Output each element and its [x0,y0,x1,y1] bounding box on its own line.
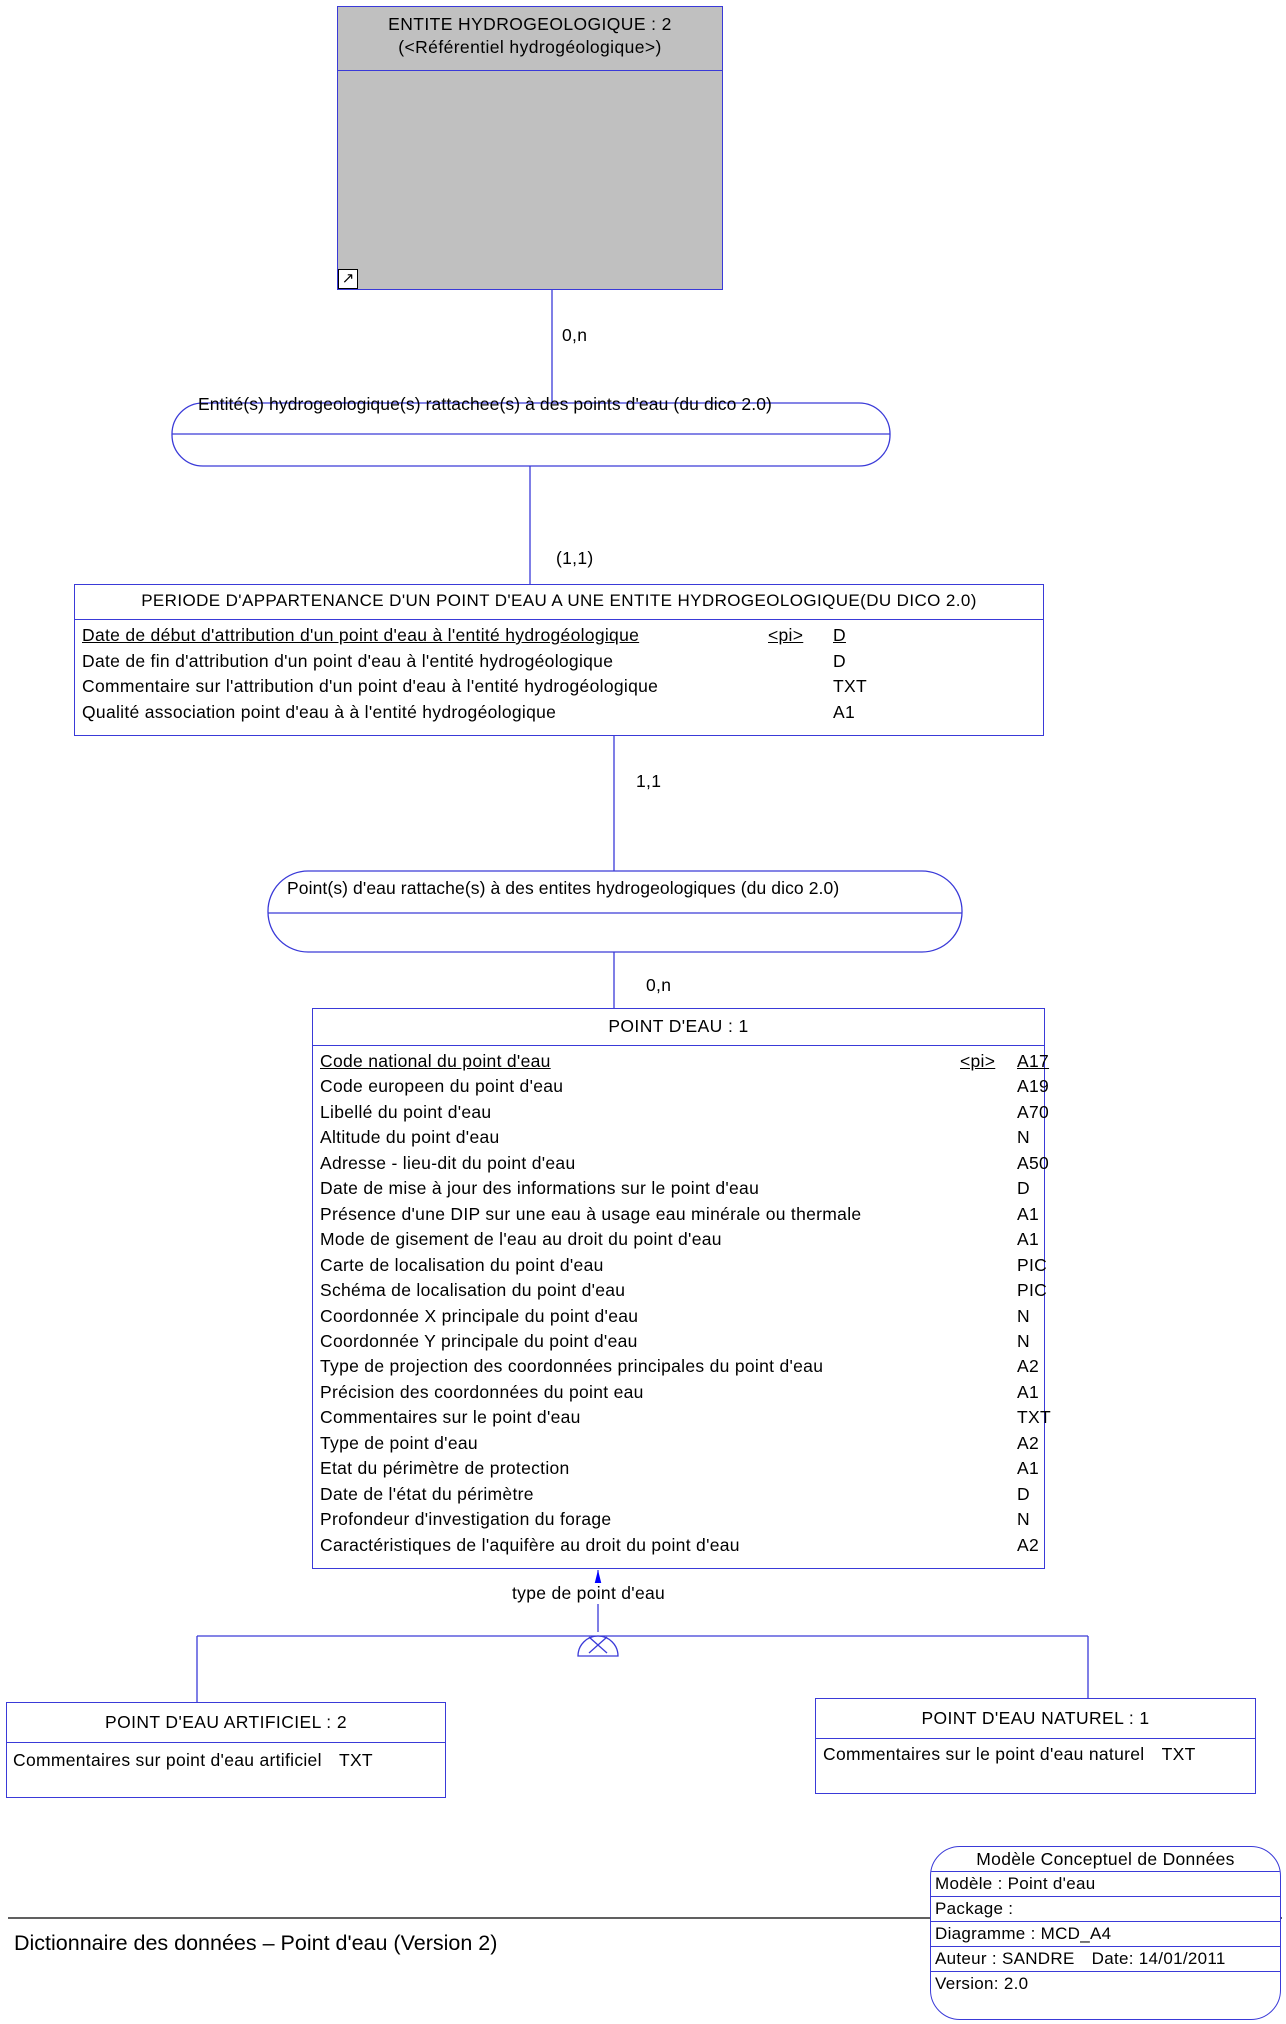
attribute-type: A1 [833,701,856,722]
attribute-name: Présence d'une DIP sur une eau à usage eau minérale ou thermale [320,1203,862,1224]
cartouche [930,1846,1281,2020]
inheritance-label: type de point d'eau [512,1583,666,1603]
association-1-label[interactable]: Entité(s) hydrogeologique(s) rattachee(s) à des points d'eau (du dico 2.0) [198,394,772,414]
attribute-name: Profondeur d'investigation du forage [320,1509,612,1530]
attribute-name: Date de l'état du périmètre [320,1483,534,1504]
cardinality-point: 0,n [646,975,672,995]
cartouche-title: Modèle Conceptuel de Données [931,1847,1280,1872]
attribute-type: A2 [1017,1356,1040,1377]
attribute-type: A2 [1017,1534,1040,1555]
attribute-type: A2 [1017,1432,1040,1453]
attribute-type: A1 [1017,1381,1040,1402]
attribute-type: N [1017,1305,1030,1326]
attribute-name: Date de début d'attribution d'un point d'eau à l'entité hydrogéologique [82,625,640,645]
attribute-name: Commentaires sur le point d'eau naturel [823,1744,1145,1764]
attribute-name: Coordonnée Y principale du point d'eau [320,1330,638,1351]
attribute-type: D [1017,1483,1030,1504]
cartouche-date: Date: 14/01/2011 [1091,1949,1226,1968]
attribute-name: Schéma de localisation du point d'eau [320,1280,626,1301]
entity-title: POINT D'EAU : 1 [313,1009,1044,1046]
cartouche-modele: Modèle : Point d'eau [931,1872,1280,1897]
attribute-type: A1 [1017,1229,1040,1250]
attribute-name: Code national du point d'eau [320,1051,551,1071]
entity-title: POINT D'EAU ARTIFICIEL : 2 [7,1703,445,1743]
footer-text: Dictionnaire des données – Point d'eau (Version 2) [14,1931,498,1955]
attribute-name: Commentaires sur le point d'eau [320,1407,581,1428]
attribute-type: D [1017,1178,1030,1199]
entity-point-eau-naturel[interactable] [815,1698,1256,1794]
cartouche-version: Version: 2.0 [935,1974,1029,1993]
attribute-type: A1 [1017,1203,1040,1224]
entity-title: POINT D'EAU NATUREL : 1 [816,1699,1255,1739]
cartouche-auteur-row [931,1947,1280,1972]
entity-title: ENTITE HYDROGEOLOGIQUE : 2 [388,14,672,34]
entity-periode[interactable] [74,584,1044,736]
attribute-type: A50 [1017,1152,1050,1173]
association-2-label[interactable]: Point(s) d'eau rattache(s) à des entites hydrogeologiques (du dico 2.0) [287,878,840,898]
attribute-name: Mode de gisement de l'eau au droit du point d'eau [320,1229,722,1250]
attribute-type: D [833,650,846,671]
attribute-type: TXT [1017,1407,1051,1428]
attribute-type: A70 [1017,1101,1050,1122]
attribute-name: Altitude du point d'eau [320,1127,500,1148]
entity-entite-hydrogeologique[interactable] [337,6,723,290]
shortcut-icon: ↗ [338,269,358,289]
attribute-type: A17 [1017,1051,1050,1071]
cardinality-entite: 0,n [562,325,588,345]
attribute-type: N [1017,1127,1030,1148]
attribute-name: Date de mise à jour des informations sur le point d'eau [320,1178,760,1199]
cartouche-diagramme: Diagramme : MCD_A4 [931,1922,1280,1947]
entity-point-eau-artificiel[interactable] [6,1702,446,1798]
primary-identifier-marker: <pi> [768,625,804,645]
attribute-name: Date de fin d'attribution d'un point d'eau à l'entité hydrogéologique [82,650,614,671]
attribute-name: Coordonnée X principale du point d'eau [320,1305,639,1326]
attribute-type: N [1017,1509,1030,1530]
cartouche-auteur: Auteur : SANDRE [935,1949,1075,1968]
attribute-name: Adresse - lieu-dit du point d'eau [320,1152,576,1173]
attribute-name: Code europeen du point d'eau [320,1076,564,1097]
attribute-name: Type de point d'eau [320,1432,478,1453]
attribute-name: Commentaires sur point d'eau artificiel [13,1750,322,1770]
attribute-type: TXT [1161,1744,1196,1764]
attribute-type: A1 [1017,1458,1040,1479]
attribute-type: TXT [833,676,867,696]
attribute-name: Type de projection des coordonnées principales du point d'eau [320,1356,824,1377]
entity-subtitle: (<Référentiel hydrogéologique>) [398,37,662,57]
attribute-name: Commentaire sur l'attribution d'un point d'eau à l'entité hydrogéologique [82,676,659,696]
attribute-name: Précision des coordonnées du point eau [320,1381,644,1402]
attribute-name: Libellé du point d'eau [320,1101,492,1122]
attribute-type: PIC [1017,1254,1048,1275]
cardinality-periode: (1,1) [556,548,594,568]
entity-point-eau[interactable] [312,1008,1051,1569]
attribute-type: PIC [1017,1280,1048,1301]
cardinality-periode-assoc2: 1,1 [636,771,662,791]
attribute-type: TXT [338,1750,373,1770]
attribute-name: Qualité association point d'eau à à l'entité hydrogéologique [82,701,557,722]
attribute-type: A19 [1017,1076,1050,1097]
attribute-name: Etat du périmètre de protection [320,1458,570,1479]
attribute-type: D [833,625,846,645]
attribute-name: Caractéristiques de l'aquifère au droit du point d'eau [320,1534,740,1555]
attribute-name: Carte de localisation du point d'eau [320,1254,604,1275]
primary-identifier-marker: <pi> [960,1051,996,1071]
cartouche-package: Package : [931,1897,1280,1922]
inheritance-symbol [578,1636,618,1656]
entity-title: PERIODE D'APPARTENANCE D'UN POINT D'EAU A UNE ENTITE HYDROGEOLOGIQUE(DU DICO 2.0) [75,585,1043,620]
attribute-type: N [1017,1330,1030,1351]
